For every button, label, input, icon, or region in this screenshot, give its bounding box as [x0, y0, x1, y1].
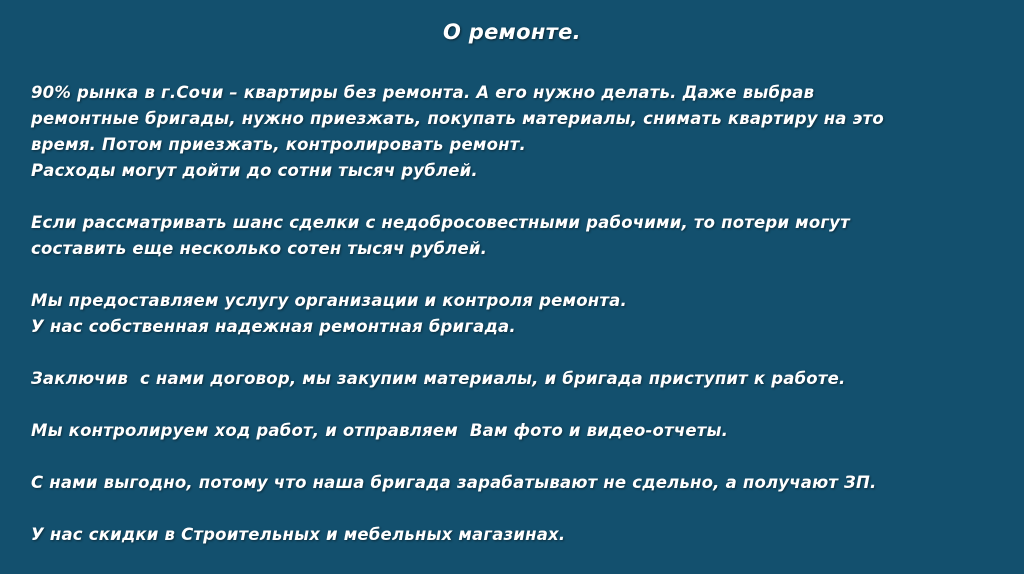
- text-line: Расходы могут дойти до сотни тысяч рублей.: [31, 161, 478, 180]
- text-line: Заключив с нами договор, мы закупим материалы, и бригада приступит к работе.: [31, 369, 846, 388]
- slide-title: О ремонте.: [443, 20, 581, 44]
- text-line: С нами выгодно, потому что наша бригада зарабатывают не сдельно, а получают ЗП.: [31, 473, 877, 492]
- paragraph-benefit: [31, 470, 991, 496]
- text-line: Мы контролируем ход работ, и отправляем Вам фото и видео-отчеты.: [31, 421, 729, 440]
- text-line: 90% рынка в г.Сочи – квартиры без ремонта. А его нужно делать. Даже выбрав: [31, 83, 815, 102]
- text-line: ремонтные бригады, нужно приезжать, покупать материалы, снимать квартиру на это: [31, 109, 884, 128]
- text-line: Если рассматривать шанс сделки с недобросовестными рабочими, то потери могут: [31, 213, 850, 232]
- paragraph-contract: [31, 366, 991, 392]
- slide-body: [31, 80, 991, 574]
- text-line: составить еще несколько сотен тысяч рублей.: [31, 239, 488, 258]
- paragraph-market: [31, 80, 991, 184]
- paragraph-risk: [31, 210, 991, 262]
- paragraph-service: [31, 288, 991, 340]
- text-line: У нас скидки в Строительных и мебельных магазинах.: [31, 525, 566, 544]
- paragraph-reports: [31, 418, 991, 444]
- paragraph-discounts: [31, 522, 991, 548]
- text-line: время. Потом приезжать, контролировать ремонт.: [31, 135, 526, 154]
- text-line: У нас собственная надежная ремонтная бригада.: [31, 317, 516, 336]
- text-line: Мы предоставляем услугу организации и контроля ремонта.: [31, 291, 627, 310]
